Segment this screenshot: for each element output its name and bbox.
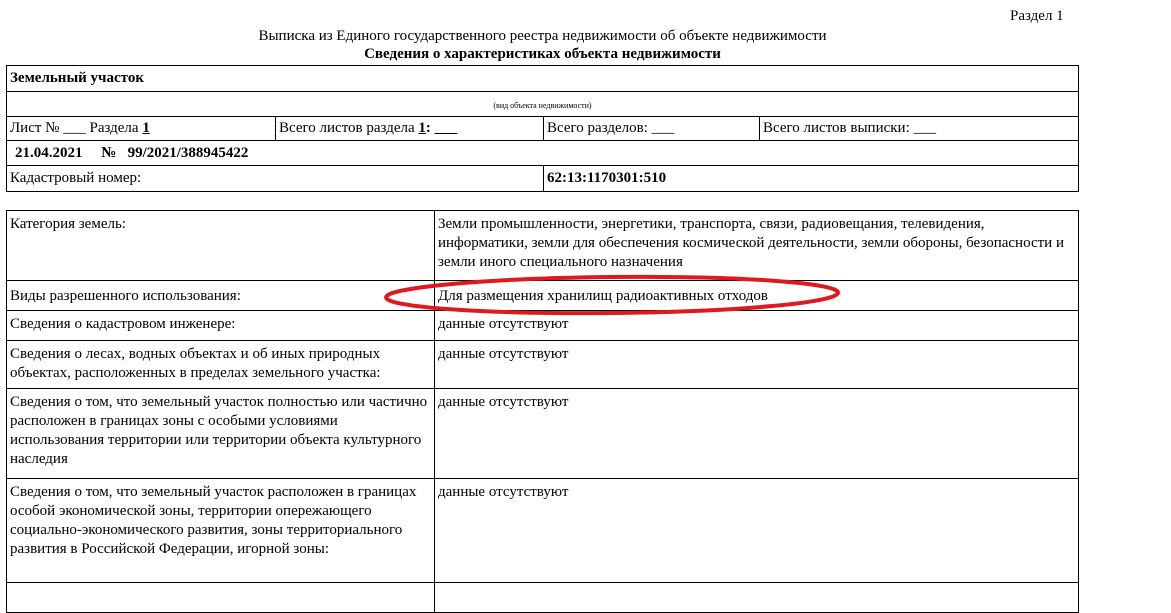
row-value: данные отсутствуют [435,479,1079,583]
table-row [7,583,1079,613]
cadastral-row [7,166,1078,192]
object-type: Земельный участок [10,70,144,86]
object-type-caption-row [7,92,1078,117]
cadastral-label: Кадастровый номер: [10,170,142,186]
table-row [7,479,1079,583]
table-row [7,389,1079,479]
total-sheets-section-label: Всего листов раздела [279,120,415,136]
table-row [7,211,1079,281]
sheet-number-value: 1 [142,120,150,136]
row-value: Земли промышленности, энергетики, транспорта, связи, радиовещания, телевидения, информатики, земли для обеспечения космической деятельности, земли обороны, безопасности и земли иного специального назначения [435,211,1079,281]
document-title: Выписка из Единого государственного реестра недвижимости об объекте недвижимости [258,28,827,44]
total-sheets-section-cell [275,117,543,140]
row-label: Сведения о том, что земельный участок расположен в границах особой экономической зоны, территории опережающего социально-экономического развития, зоны территориального развития в Российской Федерации, игорной зоны: [7,479,435,583]
cadastral-value: 62:13:1170301:510 [543,166,1078,191]
total-sheets-extract-cell: Всего листов выписки: ___ [759,117,1078,140]
row-label: Виды разрешенного использования: [7,281,435,311]
date-number-cell [7,141,1078,165]
row-value: данные отсутствуют [435,341,1079,389]
object-type-caption: (вид объекта недвижимости) [493,101,592,110]
extract-number: 99/2021/388945422 [127,145,249,161]
row-value: данные отсутствуют [435,389,1079,479]
section-label: Раздел 1 [1010,8,1064,24]
row-value [435,583,1079,613]
number-sign: № [101,145,117,161]
row-value: данные отсутствуют [435,311,1079,341]
header-table [6,65,1079,192]
row-label: Сведения о кадастровом инженере: [7,311,435,341]
characteristics-table [6,210,1079,613]
row-label [7,583,435,613]
extract-date: 21.04.2021 [15,145,83,161]
sheet-number-label: Лист № ___ Раздела [10,120,139,136]
table-row [7,341,1079,389]
row-label: Сведения о лесах, водных объектах и об иных природных объектах, расположенных в пределах земельного участка: [7,341,435,389]
row-label: Сведения о том, что земельный участок полностью или частично расположен в границах зоны с особыми условиями использования территории или территории объекта культурного наследия [7,389,435,479]
total-sections-cell: Всего разделов: ___ [543,117,759,140]
total-sheets-section-value: 1 [418,120,426,136]
object-type-row [7,66,1078,92]
row-label: Категория земель: [7,211,435,281]
date-number-row [7,141,1078,166]
sheet-number-cell [7,117,275,140]
sheet-info-row [7,117,1078,141]
document-subtitle: Сведения о характеристиках объекта недвижимости [364,46,721,62]
table-row [7,281,1079,311]
row-value: Для размещения хранилищ радиоактивных отходов [435,281,1079,311]
table-row [7,311,1079,341]
total-sheets-section-suffix: : ___ [425,120,458,136]
